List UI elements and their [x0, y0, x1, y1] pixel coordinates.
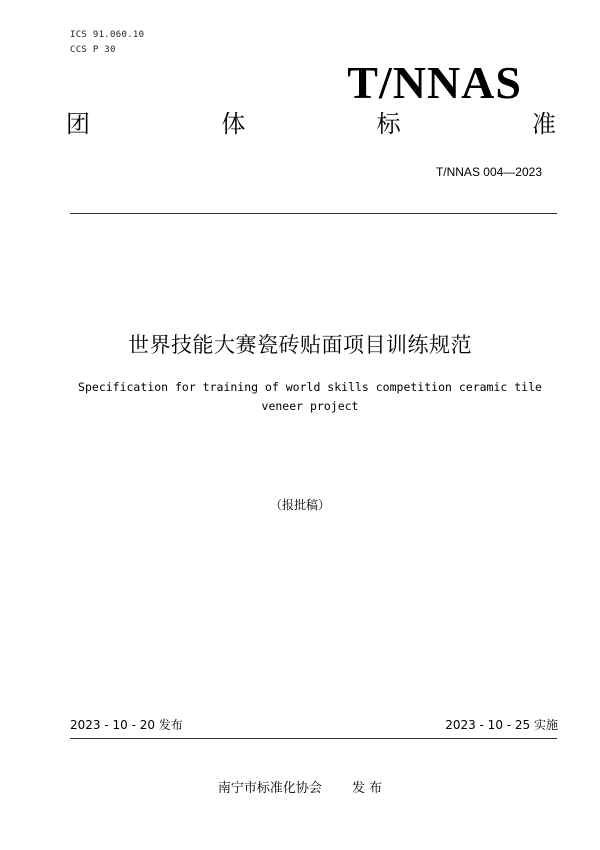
ics-code: ICS 91.060.10 [70, 30, 145, 40]
title-chinese: 世界技能大赛瓷砖贴面项目训练规范 [128, 333, 472, 357]
ccs-code: CCS P 30 [70, 45, 116, 55]
issuer-name: 南宁市标准化协会 [217, 781, 322, 796]
effective-date: 2023 - 10 - 25 实施 [445, 718, 558, 732]
document-type-char: 体 [221, 110, 246, 138]
issuer-action: 发 布 [351, 781, 383, 796]
footer-divider [70, 738, 557, 739]
title-english: Specification for training of world skills competition ceramic tile veneer project [78, 380, 542, 413]
standard-code: T/NNAS [347, 57, 522, 108]
draft-status: （报批稿） [269, 498, 330, 512]
document-type-char: 标 [376, 110, 401, 138]
document-type-char: 准 [531, 110, 556, 138]
document-number: T/NNAS 004—2023 [435, 165, 542, 179]
header-divider [70, 213, 557, 214]
document-type [66, 112, 556, 136]
issuer-line [0, 777, 600, 796]
publish-date: 2023 - 10 - 20 发布 [70, 718, 183, 732]
document-type-char: 团 [66, 110, 90, 138]
